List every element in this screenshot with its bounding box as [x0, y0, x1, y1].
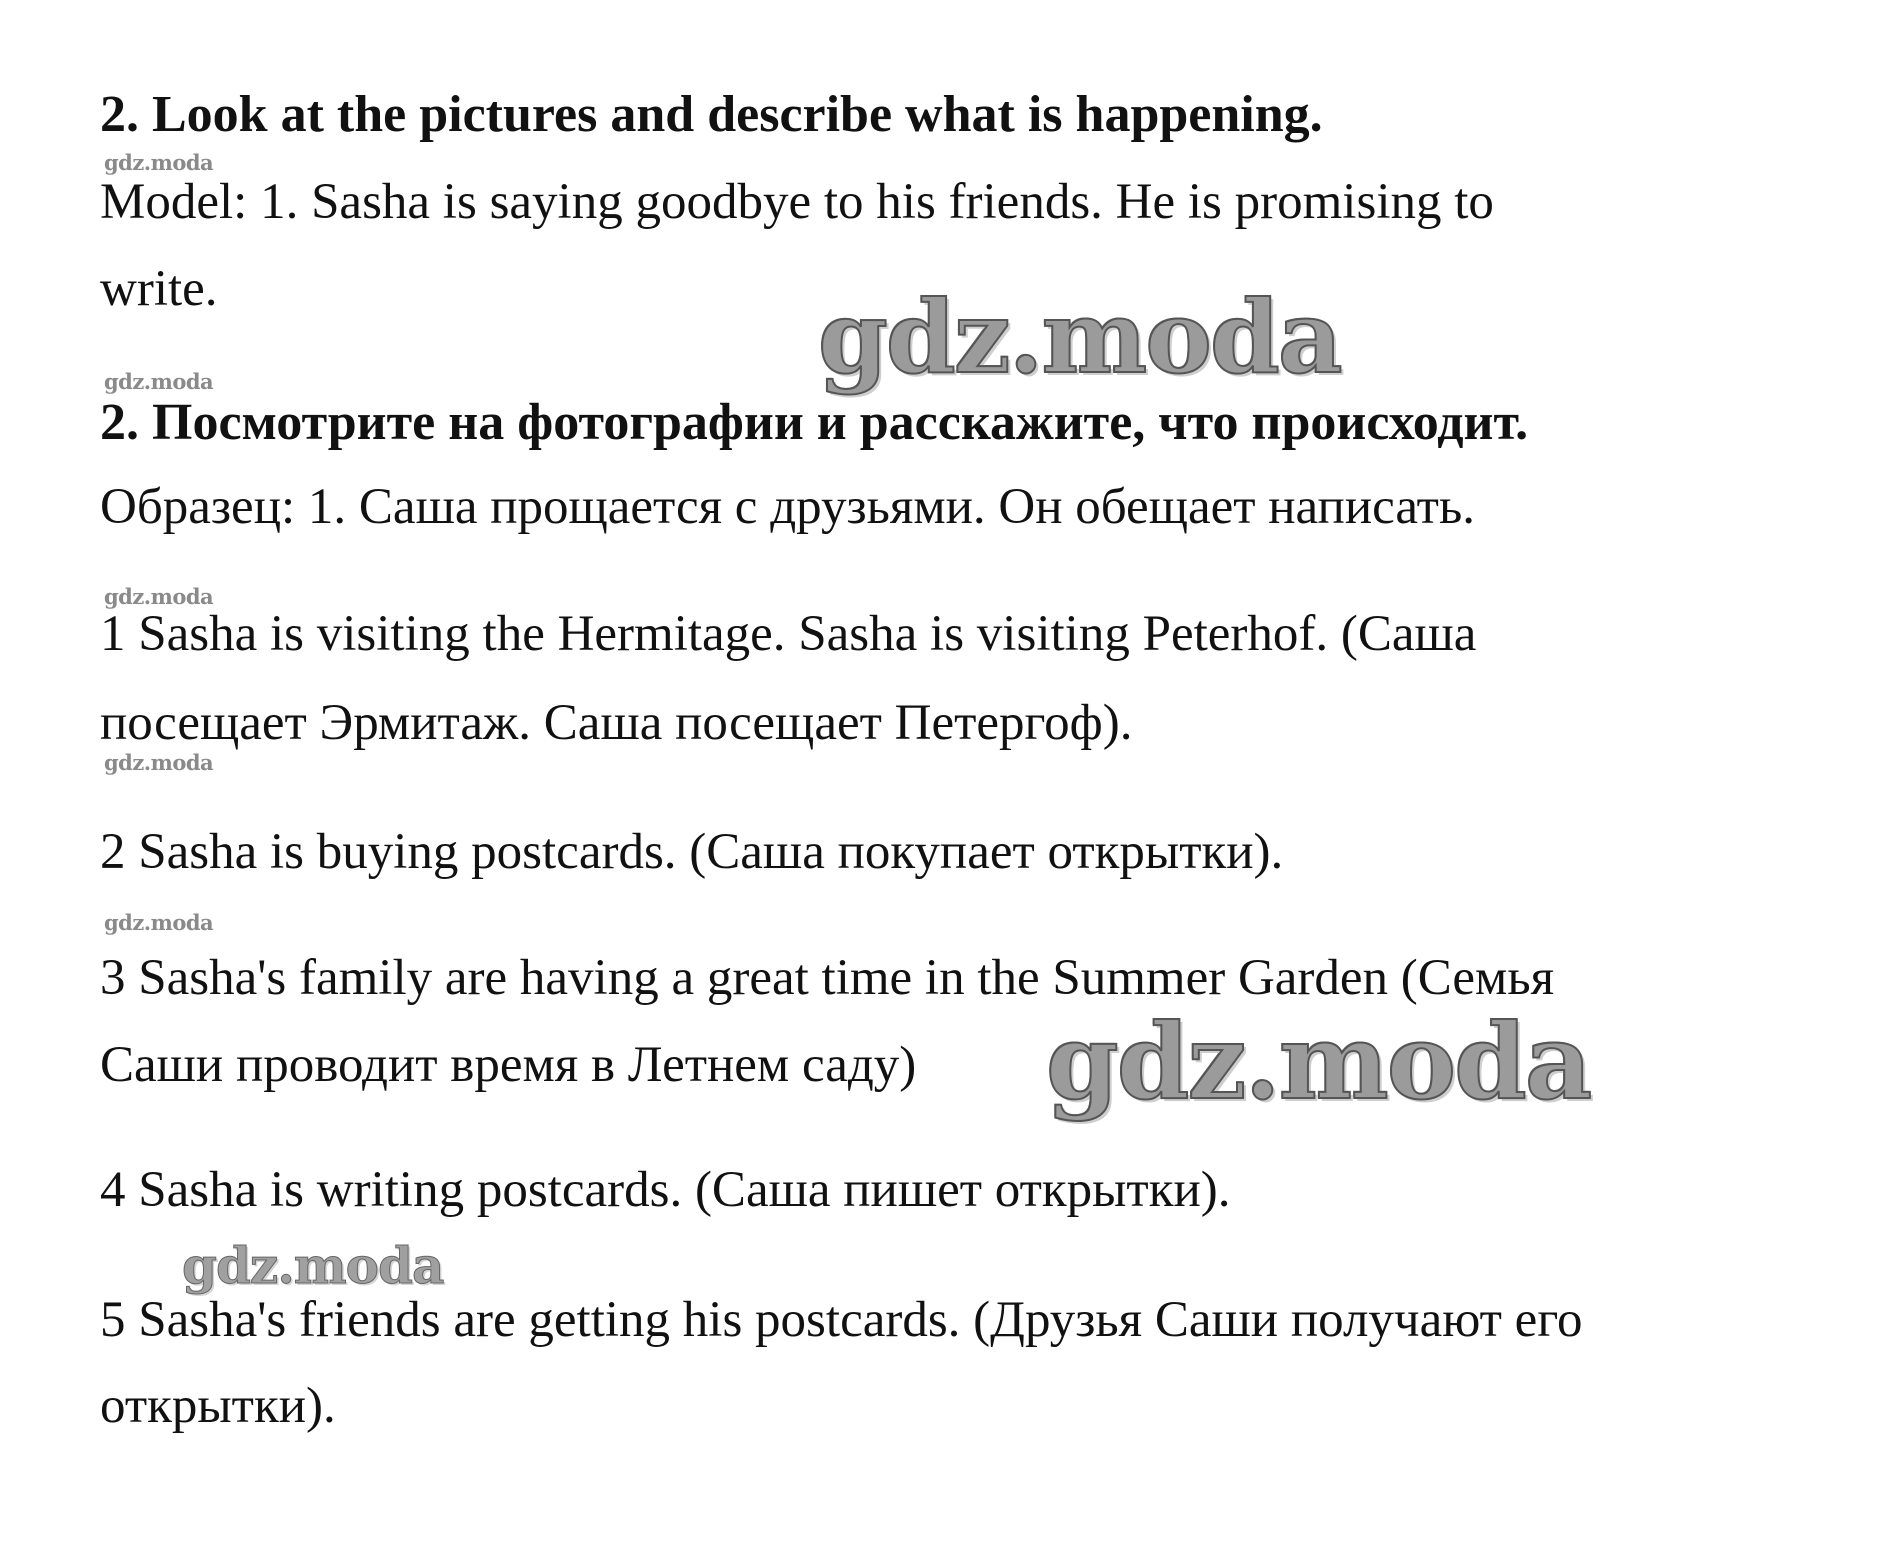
task-heading-en: 2. Look at the pictures and describe what is happening.: [100, 86, 1323, 143]
task-heading-ru: 2. Посмотрите на фотографии и расскажите, что происходит.: [100, 394, 1529, 451]
model-text-en-line1: Model: 1. Sasha is saying goodbye to his friends. He is promising to: [100, 174, 1494, 230]
model-text-ru: Образец: 1. Саша прощается с друзьями. Он обещает написать.: [100, 479, 1475, 535]
answer-1-line2: посещает Эрмитаж. Саша посещает Петергоф).: [100, 695, 1133, 751]
answer-1-line1: 1 Sasha is visiting the Hermitage. Sasha is visiting Peterhof. (Саша: [100, 606, 1477, 662]
watermark-large: gdz.moda: [1046, 1000, 1591, 1123]
watermark-large: gdz.moda: [818, 278, 1341, 396]
answer-5-line1: 5 Sasha's friends are getting his postcards. (Друзья Саши получают его: [100, 1292, 1583, 1348]
watermark-small: gdz.moda: [104, 584, 214, 609]
answer-3-line2: Саши проводит время в Летнем саду): [100, 1037, 917, 1093]
watermark-small: gdz.moda: [104, 150, 214, 175]
watermark-small: gdz.moda: [104, 910, 214, 935]
watermark-medium: gdz.moda: [182, 1236, 444, 1295]
model-text-en-line2: write.: [100, 261, 218, 317]
answer-5-line2: открытки).: [100, 1378, 336, 1434]
answer-2: 2 Sasha is buying postcards. (Саша покупает открытки).: [100, 824, 1284, 880]
answer-3-line1: 3 Sasha's family are having a great time in the Summer Garden (Семья: [100, 950, 1555, 1006]
watermark-small: gdz.moda: [104, 369, 214, 394]
watermark-small: gdz.moda: [104, 750, 214, 775]
answer-4: 4 Sasha is writing postcards. (Саша пишет открытки).: [100, 1162, 1231, 1218]
